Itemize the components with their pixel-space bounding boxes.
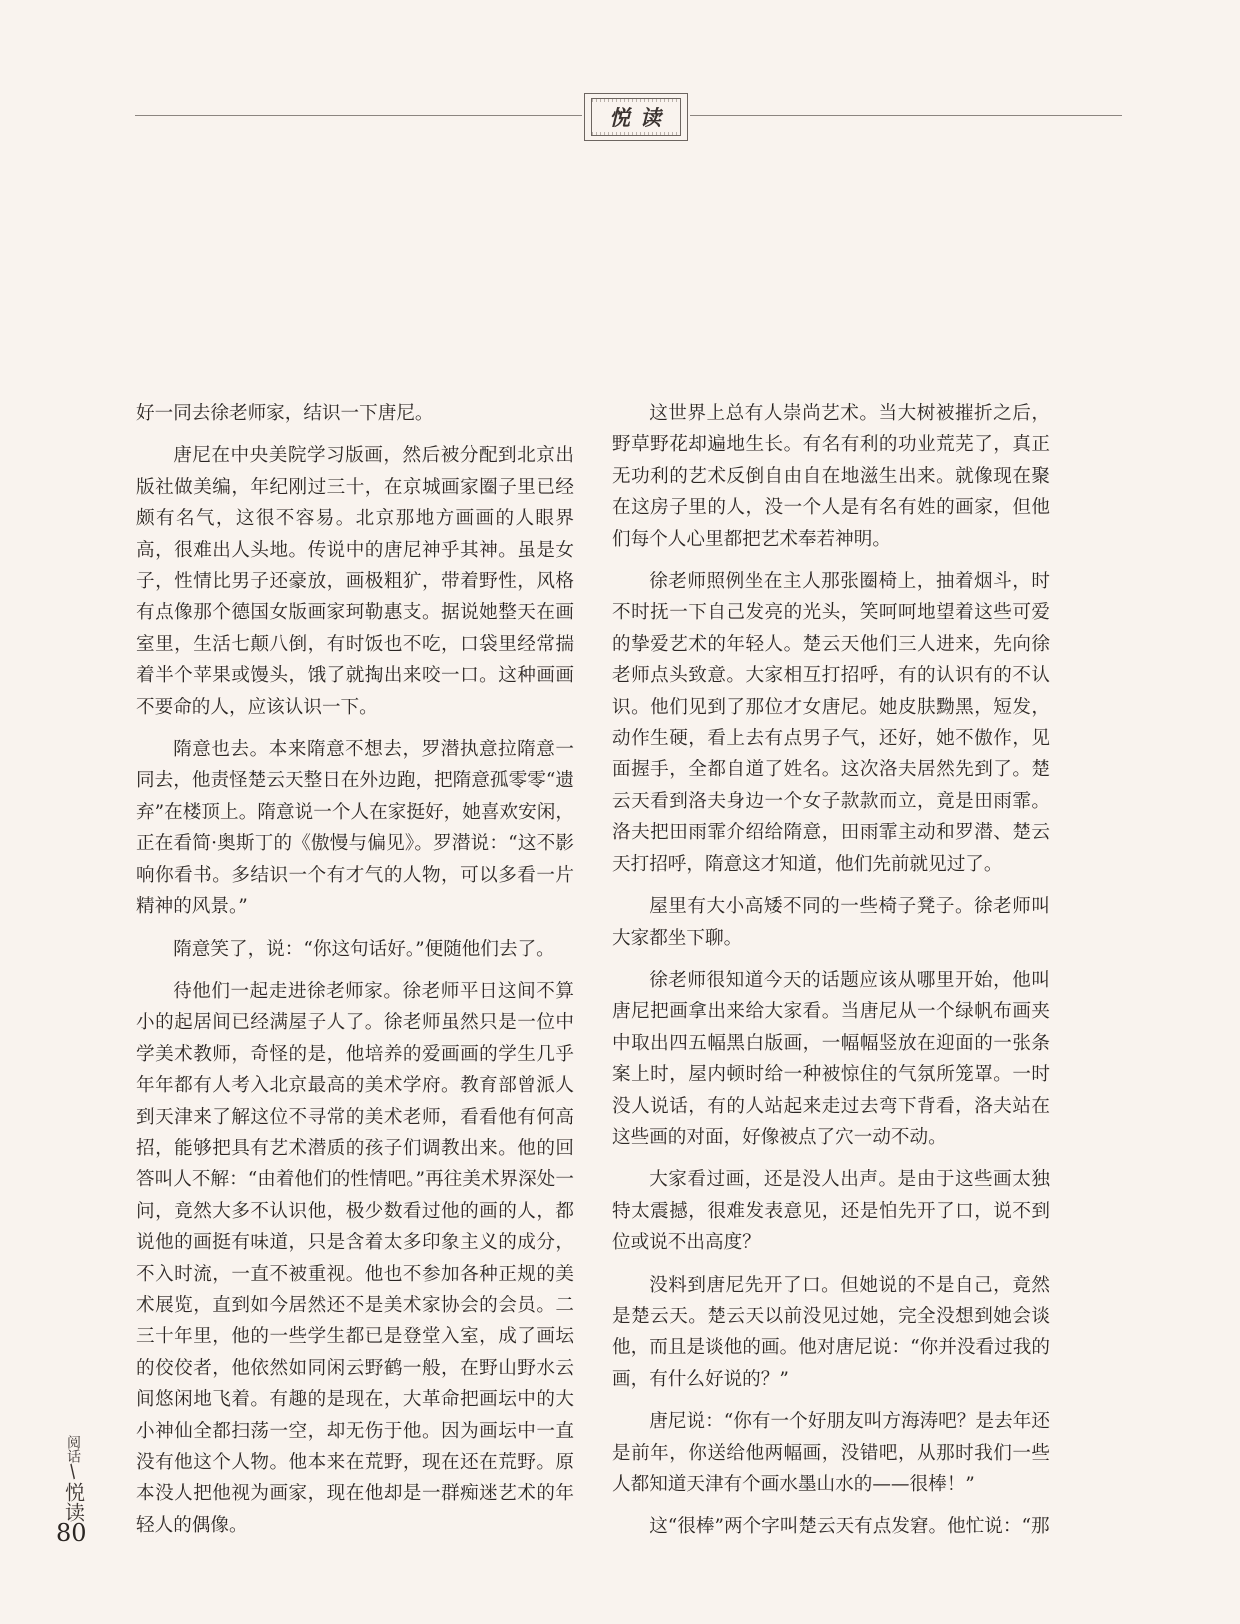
section-title: 悦读 <box>601 102 671 132</box>
paragraph: 这世界上总有人崇尚艺术。当大树被摧折之后，野草野花却遍地生长。有名有利的功业荒芜了，真正无功利的艺术反倒自由自在地滋生出来。就像现在聚在这房子里的人，没一个人是有名有姓的画家，但他们每个人心里都把艺术奉若神明。 <box>612 403 1050 550</box>
right-column <box>612 398 1050 1554</box>
slash-divider-icon: / <box>64 1460 81 1483</box>
paragraph: 这“很棒”两个字叫楚云天有点发窘。他忙说：“那 <box>649 1516 1050 1538</box>
page-number: 80 <box>56 1519 87 1547</box>
paragraph: 隋意笑了，说：“你这句话好。”便随他们去了。 <box>173 938 555 960</box>
section-header-box <box>584 93 688 141</box>
section-header-inner <box>591 98 681 136</box>
header-rule-right <box>690 115 1122 116</box>
paragraph: 徐老师照例坐在主人那张圈椅上，抽着烟斗，时不时抚一下自己发亮的光头，笑呵呵地望着这些可爱的挚爱艺术的年轻人。楚云天他们三人进来，先向徐老师点头致意。大家相互打招呼，有的认识有的不认识。他们见到了那位才女唐尼。她皮肤黝黑，短发，动作生硬，看上去有点男子气，还好，她不傲作，见面握手，全都自道了姓名。这次洛夫居然先到了。楚云天看到洛夫身边一个女子款款而立，竟是田雨霏。洛夫把田雨霏介绍给隋意，田雨霏主动和罗潜、楚云天打招呼，隋意这才知道，他们先前就见过了。 <box>612 571 1050 875</box>
paragraph: 好一同去徐老师家，结识一下唐尼。 <box>136 403 434 424</box>
magazine-name-small: 阅话 <box>65 1435 81 1463</box>
left-column <box>136 398 574 1552</box>
paragraph: 待他们一起走进徐老师家。徐老师平日这间不算小的起居间已经满屋子人了。徐老师虽然只是一位中学美术教师，奇怪的是，他培养的爱画画的学生几乎年年都有人考入北京最高的美术学府。教育部曾派人到天津来了解这位不寻常的美术老师，看看他有何高招，能够把具有艺术潜质的孩子们调教出来。他的回答叫人不解：“由着他们的性情吧。”再往美术界深处一问，竟然大多不认识他，极少数看过他的画的人，都说他的画挺有味道，只是含着太多印象主义的成分，不入时流，一直不被重视。他也不参加各种正规的美术展览，直到如今居然还不是美术家协会的会员。二三十年里，他的一些学生都已是登堂入室，成了画坛的佼佼者，他依然如同闲云野鹤一般，在野山野水云间悠闲地飞着。有趣的是现在，大革命把画坛中的大小神仙全都扫荡一空，却无伤于他。因为画坛中一直没有他这个人物。他本来在荒野，现在还在荒野。原本没人把他视为画家，现在他却是一群痴迷艺术的年轻人的偶像。 <box>136 980 574 1536</box>
paragraph: 唐尼在中央美院学习版画，然后被分配到北京出版社做美编，年纪刚过三十，在京城画家圈子里已经颇有名气，这很不容易。北京那地方画画的人眼界高，很难出人头地。传说中的唐尼神乎其神。虽是女子，性情比男子还豪放，画极粗犷，带着野性，风格有点像那个德国女版画家珂勒惠支。据说她整天在画室里，生活七颠八倒，有时饭也不吃，口袋里经常揣着半个苹果或馒头，饿了就掏出来咬一口。这种画画不要命的人，应该认识一下。 <box>136 445 574 718</box>
magazine-name-big: 悦读 <box>61 1482 86 1522</box>
paragraph: 屋里有大小高矮不同的一些椅子凳子。徐老师叫大家都坐下聊。 <box>612 896 1050 949</box>
magazine-side-label <box>60 1435 86 1522</box>
paragraph: 大家看过画，还是没人出声。是由于这些画太独特太震撼，很难发表意见，还是怕先开了口，说不到位或说不出高度？ <box>612 1169 1050 1254</box>
paragraph: 徐老师很知道今天的话题应该从哪里开始，他叫唐尼把画拿出来给大家看。当唐尼从一个绿帆布画夹中取出四五幅黑白版画，一幅幅竖放在迎面的一张条案上时，屋内顿时给一种被惊住的气氛所笼罩。一时没人说话，有的人站起来走过去弯下背看，洛夫站在这些画的对面，好像被点了穴一动不动。 <box>612 969 1050 1148</box>
paragraph: 唐尼说：“你有一个好朋友叫方海涛吧？是去年还是前年，你送给他两幅画，没错吧，从那时我们一些人都知道天津有个画水墨山水的——很棒！” <box>612 1411 1050 1495</box>
header-rule-left <box>135 115 582 116</box>
paragraph: 没料到唐尼先开了口。但她说的不是自己，竟然是楚云天。楚云天以前没见过她，完全没想到她会谈他，而且是谈他的画。他对唐尼说：“你并没看过我的画，有什么好说的？” <box>612 1274 1050 1390</box>
paragraph: 隋意也去。本来隋意不想去，罗潜执意拉隋意一同去，他责怪楚云天整日在外边跑，把隋意孤零零“遗弃”在楼顶上。隋意说一个人在家挺好，她喜欢安闲，正在看简·奥斯丁的《傲慢与偏见》。罗潜说：“这不影响你看书。多结识一个有才气的人物，可以多看一片精神的风景。” <box>136 739 574 918</box>
